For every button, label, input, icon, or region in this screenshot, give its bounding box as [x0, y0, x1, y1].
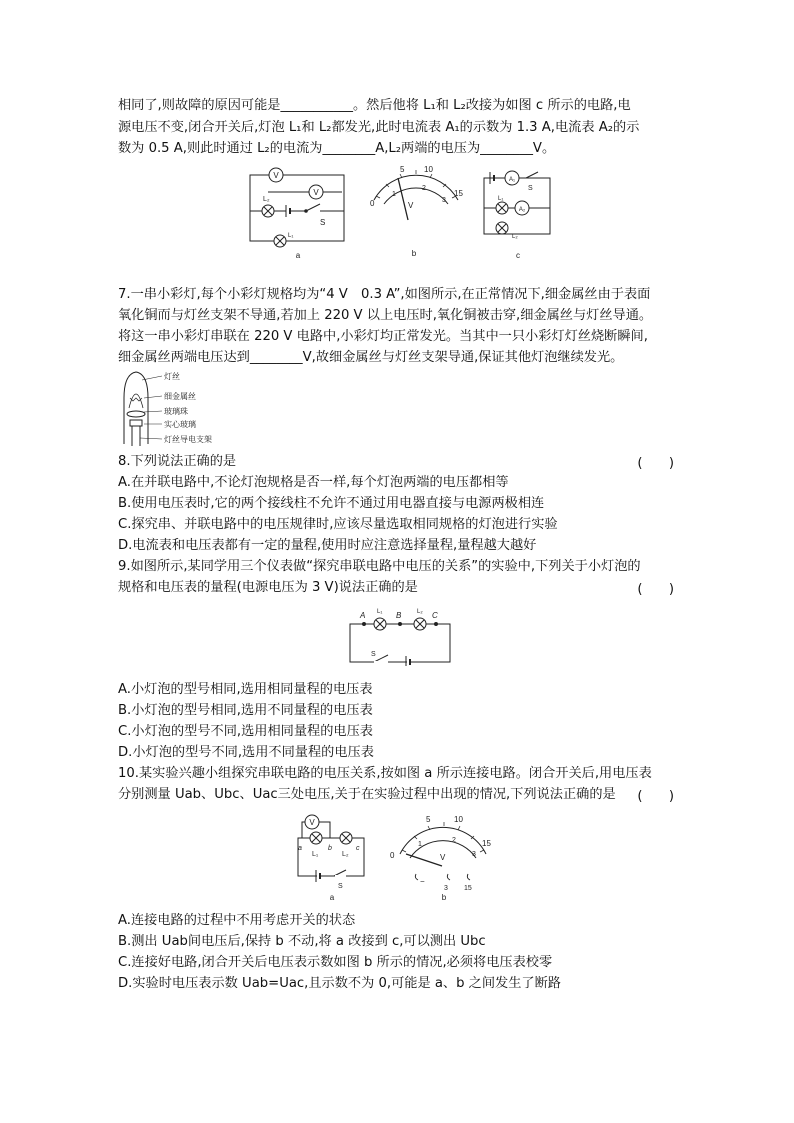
q9-option-c: C.小灯泡的型号不同,选用相同量程的电压表 [118, 724, 373, 739]
q8-option-c: C.探究串、并联电路中的电压规律时,应该尽量选取相同规格的灯泡进行实验 [118, 517, 558, 532]
figure-caption: a [329, 893, 335, 902]
figure-caption: b [411, 249, 417, 258]
q7-line-4: 细金属丝两端电压达到________V,故细金属丝与灯丝支架导通,保证其他灯泡继续发光。 [118, 350, 624, 365]
point-label: c [356, 845, 360, 852]
lamp-label: L₂ [417, 609, 423, 615]
tick-label: 1 [418, 841, 422, 848]
q9-line-1: 9.如图所示,某同学用三个仪表做“探究串联电路中电压的关系”的实验中,下列关于小灯泡的 [118, 559, 641, 574]
q6-line-1: 相同了,则故障的原因可能是___________。然后他将 L₁和 L₂改接为如图 c 所示的电路,电 [118, 98, 631, 113]
q10-answer-bracket: ( ) [637, 789, 674, 804]
diagram-label: 灯丝 [164, 372, 180, 381]
diagram-label: 实心玻璃 [164, 420, 196, 429]
point-label: A [360, 611, 366, 620]
switch-label: S [371, 651, 376, 658]
tick-label: 0 [390, 851, 395, 860]
point-label: C [432, 611, 438, 620]
tick-label: 5 [400, 165, 405, 174]
switch-label: S [320, 218, 326, 227]
figure-caption: c [516, 251, 520, 260]
q10-figure-a [290, 808, 374, 902]
q6-line-3: 数为 0.5 A,则此时通过 L₂的电流为________A,L₂两端的电压为________V。 [118, 141, 556, 156]
tick-label: 3 [472, 851, 476, 858]
q10-option-a: A.连接电路的过程中不用考虑开关的状态 [118, 913, 356, 928]
voltmeter-label: V [313, 188, 319, 197]
q9-option-b: B.小灯泡的型号相同,选用不同量程的电压表 [118, 703, 373, 718]
terminal-label: − [420, 877, 425, 886]
ammeter-label: A₁ [508, 177, 516, 183]
meter-needle [398, 178, 408, 220]
figure-caption: a [295, 251, 301, 260]
switch-label: S [338, 883, 343, 890]
point-label: B [396, 611, 402, 620]
voltmeter-label: V [273, 171, 279, 180]
q9-circuit-figure [344, 604, 456, 666]
q7-line-1: 7.一串小彩灯,每个小彩灯规格均为“4 V 0.3 A”,如图所示,在正常情况下,细金属丝由于表面 [118, 287, 651, 302]
tick-label: 5 [426, 815, 431, 824]
tick-label: 2 [422, 185, 426, 192]
tick-label: 3 [442, 197, 446, 204]
tick-label: 2 [452, 837, 456, 844]
tick-label: 10 [454, 815, 463, 824]
q10-option-c: C.连接好电路,闭合开关后电压表示数如图 b 所示的情况,必须将电压表校零 [118, 955, 553, 970]
q6-figure-b-meter [362, 160, 472, 262]
q10-line-1: 10.某实验兴趣小组探究串联电路的电压关系,按如图 a 所示连接电路。闭合开关后,用电压表 [118, 766, 652, 781]
unit-label: V [408, 201, 414, 210]
terminal-label: 3 [444, 885, 448, 892]
q10-option-d: D.实验时电压表示数 Uab=Uac,且示数不为 0,可能是 a、b 之间发生了断路 [118, 976, 561, 991]
q6-figure-c [480, 164, 556, 262]
figure-caption: b [441, 893, 447, 902]
diagram-label: 细金属丝 [164, 392, 196, 401]
q6-line-2: 源电压不变,闭合开关后,灯泡 L₁和 L₂都发光,此时电流表 A₁的示数为 1.3 A,电流表 A₂的示 [118, 120, 640, 135]
diagram-label: 灯丝导电支架 [164, 435, 212, 444]
q9-option-d: D.小灯泡的型号不同,选用不同量程的电压表 [118, 745, 374, 760]
tick-label: 0 [370, 199, 375, 208]
lamp-label: L₂ [263, 196, 270, 203]
q8-option-a: A.在并联电路中,不论灯泡规格是否一样,每个灯泡两端的电压都相等 [118, 475, 509, 490]
terminal-label: 15 [464, 885, 472, 892]
lamp-label: L₁ [498, 196, 504, 202]
voltmeter-label: V [309, 818, 315, 827]
lamp-label: L₂ [342, 851, 349, 858]
q7-line-3: 将这一串小彩灯串联在 220 V 电路中,小彩灯均正常发光。当其中一只小彩灯灯丝烧断瞬间, [118, 329, 648, 344]
tick-label: 15 [454, 189, 463, 198]
q8-option-b: B.使用电压表时,它的两个接线柱不允许不通过用电器直接与电源两极相连 [118, 496, 545, 511]
q9-answer-bracket: ( ) [637, 582, 674, 597]
q10-option-b: B.测出 Uab间电压后,保持 b 不动,将 a 改接到 c,可以测出 Ubc [118, 934, 486, 949]
meter-needle [406, 854, 442, 866]
switch-label: S [528, 185, 533, 192]
point-label: b [328, 845, 332, 852]
q10-line-2: 分别测量 Uab、Ubc、Uac三处电压,关于在实验过程中出现的情况,下列说法正确的是 [118, 787, 616, 802]
lamp-label: L₂ [512, 234, 518, 240]
tick-label: 10 [424, 165, 433, 174]
point-label: a [298, 845, 302, 852]
tick-label: 15 [482, 839, 491, 848]
q6-figure-a [244, 164, 352, 262]
lamp-label: L₁ [312, 851, 319, 858]
diagram-label: 玻璃珠 [164, 407, 188, 416]
unit-label: V [440, 853, 446, 862]
q9-line-2: 规格和电压表的量程(电源电压为 3 V)说法正确的是 [118, 580, 418, 595]
q8-stem: 8.下列说法正确的是 [118, 454, 237, 469]
tick-label: 1 [392, 191, 396, 198]
q8-answer-bracket: ( ) [637, 456, 674, 471]
lamp-label: L₁ [288, 233, 294, 239]
q10-figure-b-meter [388, 808, 500, 902]
q7-line-2: 氧化铜而与灯丝支架不导通,若加上 220 V 以上电压时,氧化铜被击穿,细金属丝与灯丝导通。 [118, 308, 653, 323]
q7-bulb-diagram [118, 368, 238, 448]
q9-option-a: A.小灯泡的型号相同,选用相同量程的电压表 [118, 682, 373, 697]
ammeter-label: A₂ [518, 207, 526, 213]
q8-option-d: D.电流表和电压表都有一定的量程,使用时应注意选择量程,量程越大越好 [118, 538, 537, 553]
lamp-label: L₁ [377, 609, 383, 615]
